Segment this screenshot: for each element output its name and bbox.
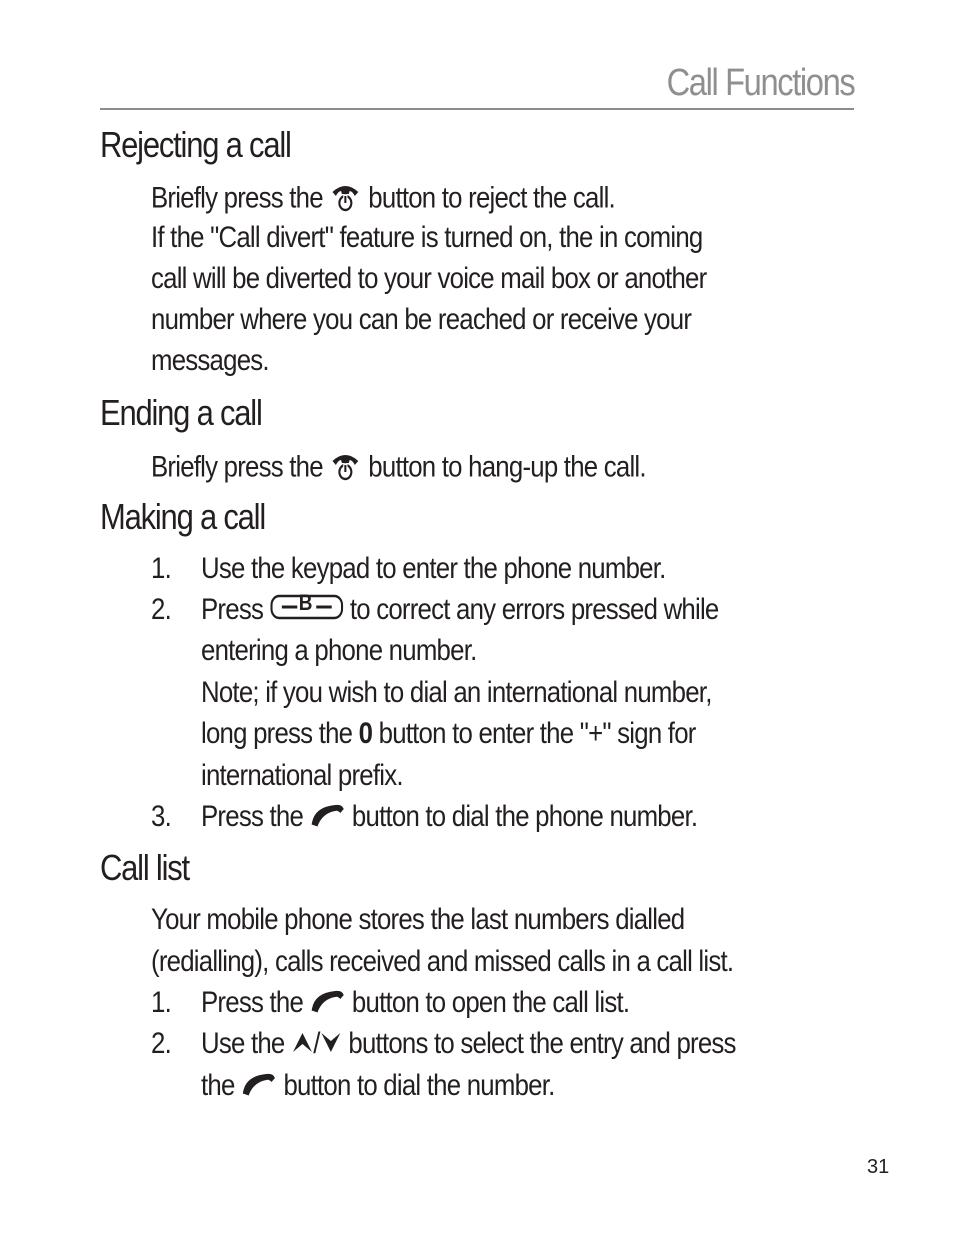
calllist-para-line-1: Your mobile phone stores the last numbers dialled	[151, 903, 685, 936]
list-number: 1.	[151, 552, 171, 585]
text-fragment: button to enter the "+" sign for	[378, 717, 696, 750]
text-fragment: Press the	[201, 800, 304, 833]
calllist-para-line-2: (redialling), calls received and missed calls in a call list.	[151, 945, 734, 978]
text-fragment: Briefly press the	[151, 181, 323, 215]
making-step-2-line-3: Note; if you wish to dial an international number,	[201, 676, 712, 709]
call-icon	[241, 1069, 277, 1105]
rejecting-line-2: If the "Call divert" feature is turned on, the in coming	[151, 221, 703, 254]
up-arrow-icon	[291, 1027, 313, 1063]
slash-separator: /	[313, 1027, 320, 1060]
text-fragment: buttons to select the entry and press	[348, 1027, 736, 1060]
call-icon	[309, 800, 345, 836]
end-call-icon	[329, 178, 362, 221]
making-step-1: Use the keypad to enter the phone number.	[201, 552, 666, 585]
calllist-step-2-line-2	[201, 1068, 555, 1105]
text-fragment: Use the	[201, 1027, 285, 1060]
text-fragment: Press	[201, 593, 264, 626]
text-fragment: button to dial the phone number.	[351, 800, 698, 833]
list-number: 1.	[151, 986, 171, 1019]
heading-call-list: Call list	[100, 847, 189, 888]
page-title: Call Functions	[666, 62, 854, 104]
page-number: 31	[867, 1156, 890, 1178]
list-number: 3.	[151, 800, 171, 833]
zero-key-label: 0	[358, 717, 373, 750]
call-icon	[309, 986, 345, 1022]
making-step-2-line-2: entering a phone number.	[201, 634, 477, 667]
list-number: 2.	[151, 1027, 171, 1060]
text-fragment: button to hang-up the call.	[368, 450, 646, 484]
text-fragment: Press the	[201, 986, 304, 1019]
end-call-icon	[329, 447, 362, 490]
heading-making-a-call: Making a call	[100, 496, 266, 537]
calllist-step-2-line-1	[201, 1026, 736, 1063]
making-step-2-line-4	[201, 716, 696, 752]
text-fragment: to correct any errors pressed while	[349, 593, 719, 626]
text-fragment: button to dial the number.	[283, 1069, 555, 1102]
clear-key-label: B	[298, 590, 312, 616]
making-step-2-line-5: international prefix.	[201, 759, 403, 792]
page-header	[100, 56, 854, 110]
ending-line-1	[151, 447, 646, 490]
list-number: 2.	[151, 593, 171, 626]
text-fragment: button to reject the call.	[368, 181, 615, 215]
heading-rejecting-a-call: Rejecting a call	[100, 124, 291, 165]
heading-ending-a-call: Ending a call	[100, 392, 262, 433]
clear-key-icon	[269, 590, 343, 629]
rejecting-line-3: call will be diverted to your voice mail box or another	[151, 262, 707, 295]
text-fragment: Briefly press the	[151, 450, 323, 484]
rejecting-line-4: number where you can be reached or receive your	[151, 303, 692, 336]
calllist-step-1	[201, 985, 629, 1022]
down-arrow-icon	[320, 1027, 342, 1063]
rejecting-line-1	[151, 178, 615, 221]
rejecting-line-5: messages.	[151, 344, 269, 377]
text-fragment: long press the	[201, 717, 353, 750]
text-fragment: button to open the call list.	[351, 986, 630, 1019]
making-step-3	[201, 799, 697, 836]
making-step-2-line-1	[201, 592, 719, 629]
text-fragment: the	[201, 1069, 235, 1102]
